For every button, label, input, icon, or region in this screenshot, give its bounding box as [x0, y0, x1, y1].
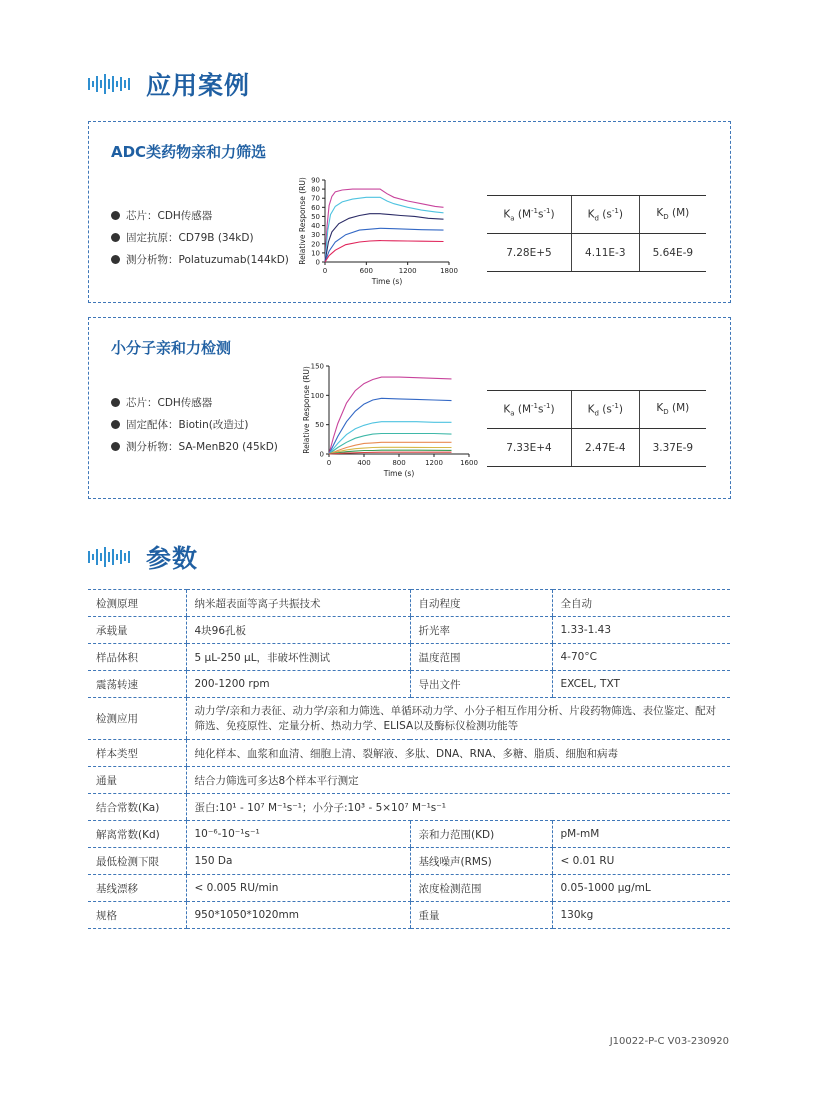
series-line [325, 214, 444, 262]
y-axis-label: Relative Response (RU) [302, 366, 311, 454]
bullet-dot-icon [111, 255, 120, 264]
parameters-table [88, 589, 730, 929]
sensorgram-chart-small-molecule [295, 356, 478, 486]
series-line [329, 434, 452, 455]
bullet-dot-icon [111, 398, 120, 407]
y-tick-label: 0 [315, 258, 320, 267]
case-bullets [111, 204, 289, 270]
document-code: J10022-P-C V03-230920 [609, 1036, 729, 1047]
param-value: EXCEL, TXT [552, 671, 730, 698]
kinetics-table [487, 390, 706, 467]
table-row [88, 848, 730, 875]
table-row [88, 902, 730, 929]
y-tick-label: 80 [311, 185, 320, 194]
waveform-icon [88, 74, 130, 94]
table-row [88, 590, 730, 617]
bullet-item: 测分析物：Polatuzumab(144kD) [111, 248, 289, 270]
param-value: 1.33-1.43 [552, 617, 730, 644]
x-tick-label: 1600 [460, 459, 478, 467]
y-tick-label: 50 [315, 421, 324, 430]
param-label: 规格 [88, 902, 186, 929]
param-value: < 0.01 RU [552, 848, 730, 875]
param-label: 折光率 [410, 617, 552, 644]
section-heading-parameters [88, 539, 198, 575]
series-line [329, 398, 452, 454]
kinetics-header-KD: $K_D$ (M) [639, 196, 706, 234]
x-tick-label: 0 [322, 267, 328, 275]
x-axis-label: Time (s) [371, 277, 403, 286]
x-tick-label: 1800 [440, 267, 458, 275]
y-tick-label: 50 [311, 212, 320, 221]
param-label: 自动程度 [410, 590, 552, 617]
kinetics-header-KD: $K_D$ (M) [639, 391, 706, 429]
bullet-item: 固定配体：Biotin(改造过) [111, 413, 278, 435]
case-box-small-molecule [88, 317, 731, 499]
bullet-item: 芯片：CDH传感器 [111, 391, 278, 413]
param-label: 基线噪声(RMS) [410, 848, 552, 875]
param-label: 样本类型 [88, 740, 186, 767]
param-value: 4块96孔板 [186, 617, 410, 644]
section-title: 参数 [146, 544, 199, 573]
series-line [325, 241, 444, 262]
kinetics-header-kd: $K_d$ $(s^{-1})$ [571, 196, 639, 234]
case-title: ADC类药物亲和力筛选 [111, 143, 267, 161]
param-label: 重量 [410, 902, 552, 929]
table-row [88, 875, 730, 902]
y-tick-label: 70 [311, 194, 320, 203]
y-axis-label: Relative Response (RU) [298, 177, 307, 265]
y-tick-label: 0 [319, 450, 324, 459]
x-tick-label: 400 [357, 459, 371, 467]
x-axis-label: Time (s) [383, 469, 415, 478]
param-label: 导出文件 [410, 671, 552, 698]
kinetics-value-kd: 2.47E-4 [571, 429, 639, 467]
section-heading-application [88, 66, 250, 102]
section-title: 应用案例 [146, 71, 251, 100]
case-box-adc [88, 121, 731, 303]
bullet-dot-icon [111, 420, 120, 429]
param-value: < 0.005 RU/min [186, 875, 410, 902]
param-value: 4-70°C [552, 644, 730, 671]
bullet-item: 固定抗原：CD79B (34kD) [111, 226, 289, 248]
kinetics-header-kd: $K_d$ $(s^{-1})$ [571, 391, 639, 429]
param-label: 震荡转速 [88, 671, 186, 698]
x-tick-label: 1200 [425, 459, 443, 467]
param-value: 蛋白:10¹ - 10⁷ M⁻¹s⁻¹；小分子:10³ - 5×10⁷ M⁻¹s⁻¹ [186, 794, 730, 821]
y-tick-label: 90 [311, 176, 320, 185]
param-value: 10⁻⁶-10⁻¹s⁻¹ [186, 821, 410, 848]
kinetics-table [487, 195, 706, 272]
kinetics-value-KD: 5.64E-9 [639, 234, 706, 272]
param-value: 200-1200 rpm [186, 671, 410, 698]
param-label: 基线漂移 [88, 875, 186, 902]
x-tick-label: 600 [359, 267, 374, 275]
bullet-item: 芯片：CDH传感器 [111, 204, 289, 226]
bullet-item: 测分析物：SA-MenB20 (45kD) [111, 435, 278, 457]
param-value: 结合力筛选可多达8个样本平行测定 [186, 767, 730, 794]
param-label: 检测原理 [88, 590, 186, 617]
y-tick-label: 60 [311, 203, 320, 212]
waveform-icon [88, 547, 130, 567]
y-tick-label: 100 [310, 391, 324, 400]
series-line [325, 228, 444, 262]
kinetics-header-ka: $K_a$ $(M^{-1}s^{-1})$ [487, 196, 571, 234]
bullet-dot-icon [111, 211, 120, 220]
x-tick-label: 1200 [398, 267, 417, 275]
table-row [88, 698, 730, 740]
series-line [329, 422, 452, 454]
table-row [88, 821, 730, 848]
param-value: 0.05-1000 µg/mL [552, 875, 730, 902]
x-tick-label: 0 [326, 459, 332, 467]
param-value: 动力学/亲和力表征、动力学/亲和力筛选、单循环动力学、小分子相互作用分析、片段药物筛选、表位鉴定、配对筛选、免疫原性、定量分析、热动力学、ELISA以及酶标仪检测功能等 [186, 698, 730, 740]
case-bullets [111, 391, 278, 457]
table-row [88, 671, 730, 698]
param-value: 150 Da [186, 848, 410, 875]
param-label: 通量 [88, 767, 186, 794]
x-tick-label: 800 [392, 459, 406, 467]
param-value: 纳米超表面等离子共振技术 [186, 590, 410, 617]
bullet-dot-icon [111, 442, 120, 451]
y-tick-label: 30 [311, 231, 320, 240]
param-value: 全自动 [552, 590, 730, 617]
y-tick-label: 150 [310, 362, 324, 371]
y-tick-label: 40 [311, 222, 320, 231]
param-label: 解离常数(Kd) [88, 821, 186, 848]
param-label: 最低检测下限 [88, 848, 186, 875]
param-label: 承载量 [88, 617, 186, 644]
param-value: pM-mM [552, 821, 730, 848]
table-row [88, 644, 730, 671]
param-label: 检测应用 [88, 698, 186, 740]
sensorgram-chart-adc [295, 172, 458, 292]
table-row [88, 740, 730, 767]
table-row [88, 794, 730, 821]
kinetics-value-KD: 3.37E-9 [639, 429, 706, 467]
param-label: 温度范围 [410, 644, 552, 671]
case-title: 小分子亲和力检测 [111, 339, 232, 357]
table-row [88, 617, 730, 644]
param-label: 样品体积 [88, 644, 186, 671]
kinetics-value-kd: 4.11E-3 [571, 234, 639, 272]
kinetics-value-ka: 7.33E+4 [487, 429, 571, 467]
param-label: 亲和力范围(KD) [410, 821, 552, 848]
param-value: 950*1050*1020mm [186, 902, 410, 929]
param-label: 结合常数(Ka) [88, 794, 186, 821]
bullet-dot-icon [111, 233, 120, 242]
y-tick-label: 20 [311, 240, 320, 249]
param-value: 130kg [552, 902, 730, 929]
kinetics-value-ka: 7.28E+5 [487, 234, 571, 272]
table-row [88, 767, 730, 794]
kinetics-header-ka: $K_a$ $(M^{-1}s^{-1})$ [487, 391, 571, 429]
param-value: 5 µL-250 µL，非破坏性测试 [186, 644, 410, 671]
y-tick-label: 10 [311, 249, 320, 258]
param-value: 纯化样本、血浆和血清、细胞上清、裂解液、多肽、DNA、RNA、多糖、脂质、细胞和病毒 [186, 740, 730, 767]
param-label: 浓度检测范围 [410, 875, 552, 902]
